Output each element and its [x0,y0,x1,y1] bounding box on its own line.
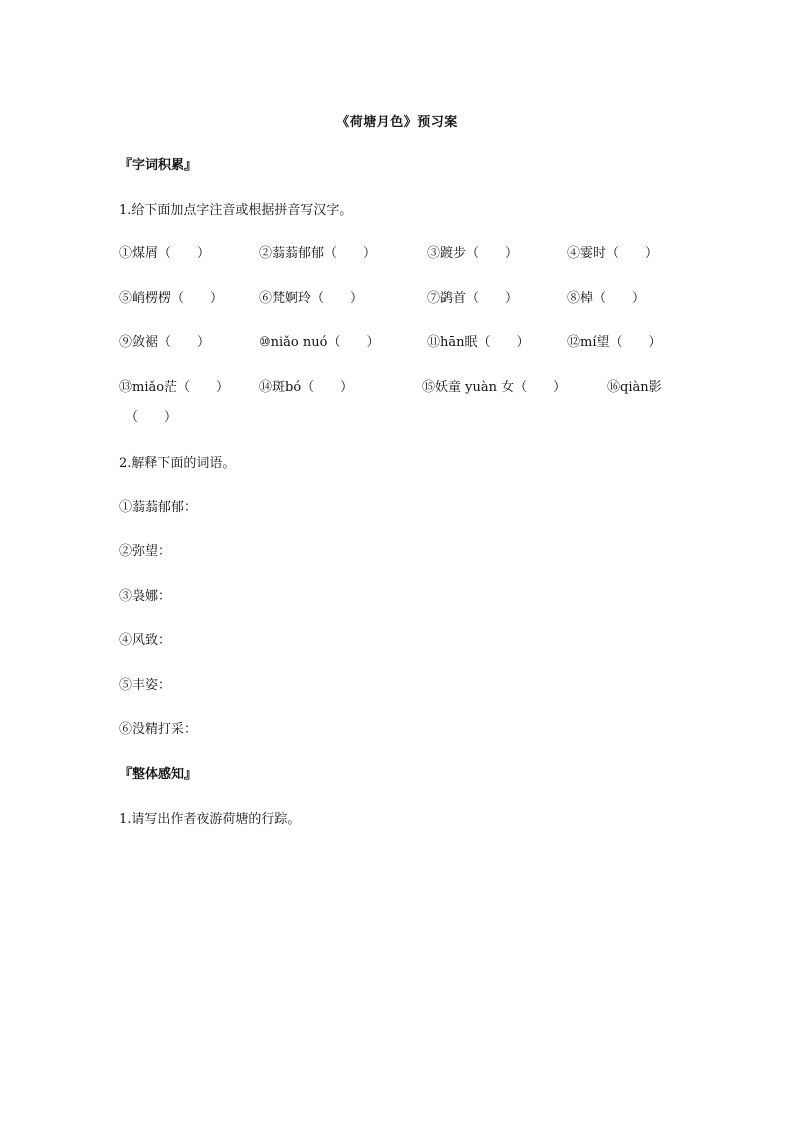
section-heading-vocabulary: 『字词积累』 [119,158,198,173]
item-6: ⑥梵婀玲（ ） [259,291,364,306]
question-1-pinyin: 1.给下面加点字注音或根据拼音写汉字。 [119,203,353,218]
item-3: ③踱步（ ） [427,246,519,261]
section-heading-overall: 『整体感知』 [119,767,198,782]
term-5: ⑤丰姿： [119,678,172,693]
term-4: ④风致： [119,633,172,648]
term-2: ②弥望： [119,544,172,559]
item-1: ①煤屑（ ） [119,246,211,261]
item-4: ④霎时（ ） [567,246,659,261]
item-2: ②蓊蓊郁郁（ ） [259,246,377,261]
item-12: ⑫mí望（ ） [567,335,662,350]
item-9: ⑨敛裾（ ） [119,335,211,350]
item-13: ⑬miǎo茫（ ） [119,380,230,395]
item-14: ⑭斑bó（ ） [259,380,354,395]
question-2-explain: 2.解释下面的词语。 [119,456,236,471]
item-16-blank: （ ） [125,410,178,425]
term-1: ①蓊蓊郁郁： [119,500,198,515]
item-11: ⑪hān眠（ ） [427,335,530,350]
term-3: ③袅娜： [119,589,172,604]
item-15: ⑮妖童 yuàn 女（ ） [422,380,567,395]
item-7: ⑦鹢首（ ） [427,291,519,306]
item-10: ⑩niǎo nuó（ ） [259,335,380,350]
term-6: ⑥没精打采： [119,722,198,737]
item-5: ⑤峭楞楞（ ） [119,291,224,306]
item-8: ⑧棹（ ） [567,291,646,306]
document-title: 《荷塘月色》预习案 [336,115,458,130]
item-16: ⑯qiàn影 [607,380,662,395]
question-route: 1.请写出作者夜游荷塘的行踪。 [119,812,301,827]
